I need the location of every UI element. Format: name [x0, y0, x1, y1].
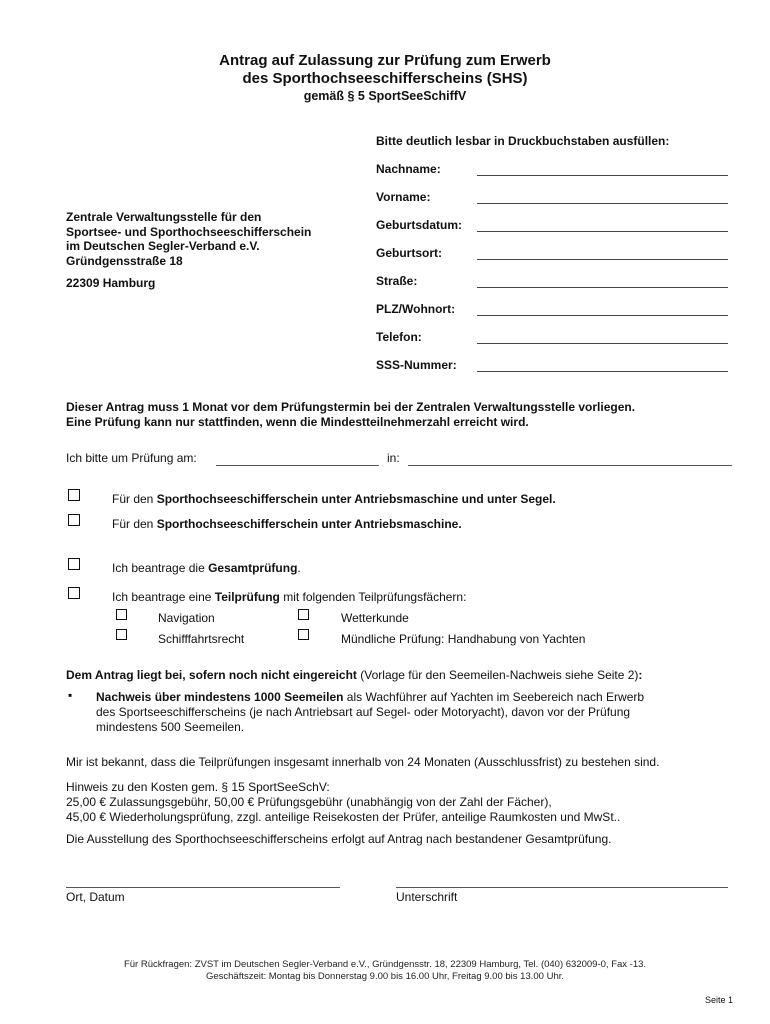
option-engine-only: Für den Sporthochseeschifferschein unter Antriebsmaschine. [112, 517, 462, 531]
checkbox-navigation[interactable] [116, 609, 127, 620]
field-line-vorname[interactable] [477, 203, 728, 204]
field-label-geburtsort: Geburtsort: [376, 246, 442, 260]
field-label-nachname: Nachname: [376, 162, 441, 176]
place-date-line[interactable] [66, 887, 340, 888]
field-line-plz-wohnort[interactable] [477, 315, 728, 316]
subject-navigation: Navigation [158, 611, 215, 625]
field-label-sss-nummer: SSS-Nummer: [376, 358, 457, 372]
attachment-item: Nachweis über mindestens 1000 Seemeilen als Wachführer auf Yachten im Seebereich nach Erwerb des Sportseeschifferscheins (je nach Antriebsart auf Segel- oder Motoryacht), davon vor der Prüfung mindestens 500 Seemeilen. [96, 690, 645, 734]
address-line-5: 22309 Hamburg [66, 276, 156, 290]
checkbox-partial-exam[interactable] [68, 587, 80, 599]
exam-location-label: in: [387, 451, 400, 465]
exam-date-line[interactable] [216, 465, 379, 466]
address-line-1: Zentrale Verwaltungsstelle für den [66, 210, 262, 224]
signature-line[interactable] [396, 887, 728, 888]
deadline-statement: Mir ist bekannt, dass die Teilprüfungen insgesamt innerhalb von 24 Monaten (Ausschlussfrist) zu bestehen sind. [66, 755, 660, 769]
attachments-heading: Dem Antrag liegt bei, sofern noch nicht eingereicht (Vorlage für den Seemeilen-Nachweis siehe Seite 2): [66, 668, 643, 682]
option-full-exam: Ich beantrage die Gesamtprüfung. [112, 561, 301, 575]
option-sail-and-engine: Für den Sporthochseeschifferschein unter Antriebsmaschine und unter Segel. [112, 492, 556, 506]
field-label-plz-wohnort: PLZ/Wohnort: [376, 302, 456, 316]
title-line-1: Antrag auf Zulassung zur Prüfung zum Erwerb [219, 52, 551, 69]
deadline-notice [66, 400, 635, 430]
page-number: Seite 1 [704, 995, 733, 1005]
recipient-address [66, 210, 311, 291]
address-line-2: Sportsee- und Sporthochseeschifferschein [66, 224, 312, 239]
bullet-icon: ▪ [68, 688, 73, 702]
instruction-text: Bitte deutlich lesbar in Druckbuchstaben ausfüllen: [376, 134, 670, 148]
costs-line-3: 45,00 € Wiederholungsprüfung, zzgl. anteilige Reisekosten der Prüfer, anteilige Raumkosten und MwSt.. [66, 810, 621, 824]
subtitle: gemäß § 5 SportSeeSchiffV [303, 89, 467, 103]
field-label-strasse: Straße: [376, 274, 418, 288]
costs-line-1: Hinweis zu den Kosten gem. § 15 SportSeeSchV: [66, 780, 330, 794]
footer-line-2: Geschäftszeit: Montag bis Donnerstag 9.00 bis 16.00 Uhr, Freitag 9.00 bis 13.00 Uhr. [205, 971, 565, 982]
exam-location-line[interactable] [408, 465, 732, 466]
signature-label: Unterschrift [396, 890, 458, 904]
option-partial-exam: Ich beantrage eine Teilprüfung mit folgenden Teilprüfungsfächern: [112, 590, 467, 604]
title-line-2: des Sporthochseeschifferscheins (SHS) [242, 70, 528, 87]
field-line-telefon[interactable] [477, 343, 728, 344]
costs-info [66, 780, 620, 825]
address-line-4: Gründgensstraße 18 [66, 253, 183, 268]
field-line-sss-nummer[interactable] [477, 371, 728, 372]
checkbox-wetterkunde[interactable] [298, 609, 309, 620]
place-date-label: Ort, Datum [66, 890, 125, 904]
notice-line-2: Eine Prüfung kann nur stattfinden, wenn die Mindestteilnehmerzahl erreicht wird. [66, 415, 529, 429]
footer-contact [0, 959, 770, 983]
field-label-geburtsdatum: Geburtsdatum: [376, 218, 463, 232]
field-line-geburtsdatum[interactable] [477, 231, 728, 232]
exam-date-label: Ich bitte um Prüfung am: [66, 451, 197, 465]
checkbox-schifffahrtsrecht[interactable] [116, 629, 127, 640]
checkbox-engine-only[interactable] [68, 514, 80, 526]
footer-line-1: Für Rückfragen: ZVST im Deutschen Segler-Verband e.V., Gründgensstr. 18, 22309 Hamburg, Tel. (040) 632009-0, Fax -13. [123, 959, 647, 970]
issuance-statement: Die Ausstellung des Sporthochseeschifferscheins erfolgt auf Antrag nach bestandener Gesamtprüfung. [66, 832, 612, 846]
subject-schifffahrtsrecht: Schifffahrtsrecht [158, 632, 245, 646]
subject-wetterkunde: Wetterkunde [341, 611, 409, 625]
notice-line-1: Dieser Antrag muss 1 Monat vor dem Prüfungstermin bei der Zentralen Verwaltungsstelle vorliegen. [66, 400, 636, 414]
subject-muendliche-pruefung: Mündliche Prüfung: Handhabung von Yachten [341, 632, 586, 646]
field-line-strasse[interactable] [477, 287, 728, 288]
checkbox-full-exam[interactable] [68, 558, 80, 570]
checkbox-sail-and-engine[interactable] [68, 489, 80, 501]
field-label-telefon: Telefon: [376, 330, 422, 344]
field-label-vorname: Vorname: [376, 190, 431, 204]
costs-line-2: 25,00 € Zulassungsgebühr, 50,00 € Prüfungsgebühr (unabhängig von der Zahl der Fächer), [66, 795, 552, 809]
checkbox-muendliche-pruefung[interactable] [298, 629, 309, 640]
field-line-nachname[interactable] [477, 175, 728, 176]
address-line-3: im Deutschen Segler-Verband e.V. [66, 239, 260, 253]
field-line-geburtsort[interactable] [477, 259, 728, 260]
